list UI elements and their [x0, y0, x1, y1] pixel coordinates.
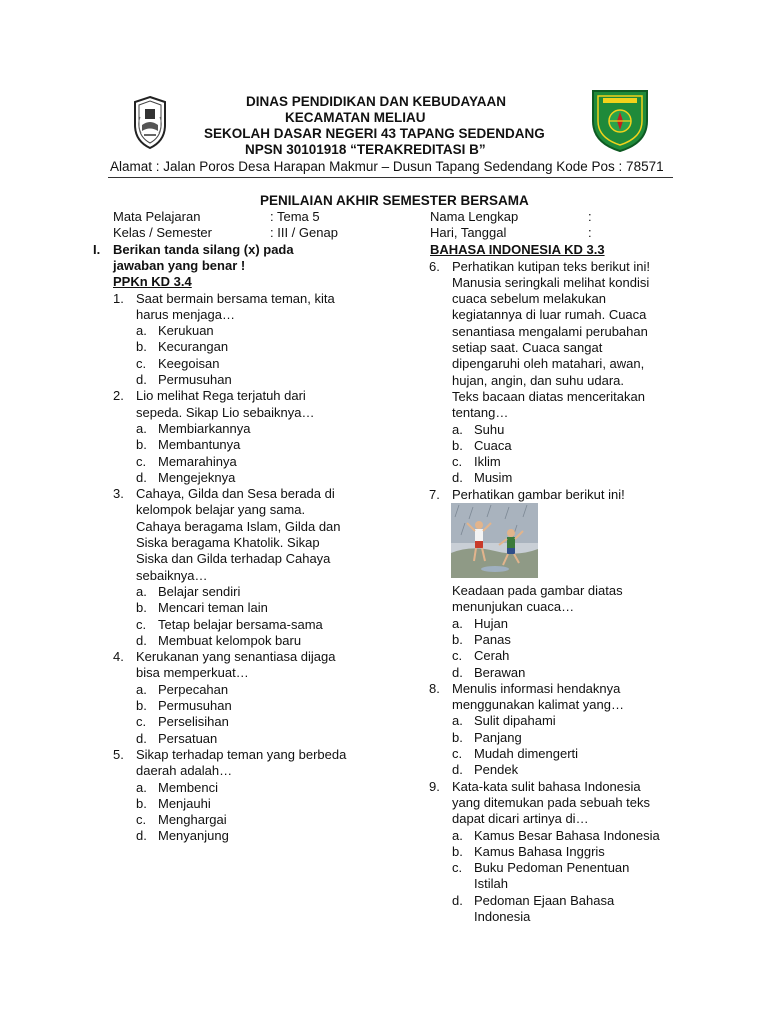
option-text: Kamus Besar Bahasa Indonesia: [474, 827, 660, 843]
question-text: hujan, angin, dan suhu udara.: [452, 372, 625, 388]
question-text: Keadaan pada gambar diatas: [452, 583, 623, 598]
section-numeral: I.: [93, 242, 101, 257]
option-text: Pendek: [474, 762, 519, 778]
option-text: Permusuhan: [158, 698, 232, 713]
option-text: Menjauhi: [158, 795, 211, 811]
option-text: Membenci: [158, 779, 218, 795]
question-text: sebaiknya…: [136, 567, 208, 583]
option-letter: c.: [136, 714, 147, 730]
question-text: setiap saat. Cuaca sangat: [452, 340, 603, 355]
option-text: Keegoisan: [158, 355, 220, 371]
question-text: harus menjaga…: [136, 306, 235, 322]
option-letter: c.: [136, 616, 147, 632]
option-text: Mengejeknya: [158, 469, 236, 485]
option-text: Membuat kelompok baru: [158, 632, 302, 648]
option-letter: d.: [452, 470, 463, 486]
option-text: Suhu: [474, 421, 505, 437]
option-letter: b.: [136, 698, 147, 713]
subject-ppkn: PPKn KD 3.4: [113, 274, 192, 289]
option-text: Memarahinya: [158, 453, 237, 469]
question-number: 3.: [113, 486, 124, 502]
option-letter: a.: [136, 681, 147, 697]
instruction-line-1: Berikan tanda silang (x) pada: [113, 242, 294, 257]
option-text: Kecurangan: [158, 339, 229, 355]
question-text: bisa memperkuat…: [136, 665, 249, 681]
question-number: 2.: [113, 388, 124, 404]
header-district: KECAMATAN MELIAU: [285, 110, 426, 125]
header-npsn: NPSN 30101918 “TERAKREDITASI B”: [245, 142, 486, 157]
hari-value: :: [588, 225, 592, 240]
option-text: Persatuan: [158, 730, 218, 746]
nama-label: Nama Lengkap: [430, 209, 519, 224]
option-letter: a.: [136, 323, 147, 339]
option-text: Musim: [474, 470, 513, 486]
option-text: Pedoman Ejaan Bahasa: [474, 892, 615, 908]
question-text: Kata-kata sulit bahasa Indonesia: [452, 778, 641, 794]
question-text: tentang…: [452, 405, 509, 421]
header-divider: [108, 177, 673, 178]
nama-value: :: [588, 209, 592, 224]
question-text: menunjukan cuaca…: [452, 599, 575, 615]
question-number: 5.: [113, 746, 124, 762]
question-text: Cahaya beragama Islam, Gilda dan: [136, 518, 341, 534]
header-school-name: SEKOLAH DASAR NEGERI 43 TAPANG SEDENDANG: [204, 126, 545, 141]
mapel-label: Mata Pelajaran: [113, 209, 201, 224]
question-number: 8.: [429, 680, 440, 696]
option-text: Belajar sendiri: [158, 583, 241, 599]
option-letter: b.: [136, 339, 147, 355]
option-text: Panas: [474, 631, 511, 647]
question-number: 1.: [113, 290, 124, 306]
question-text: Kerukanan yang senantiasa dijaga: [136, 649, 336, 665]
option-letter: b.: [136, 600, 147, 616]
option-text: Kerukuan: [158, 323, 214, 339]
option-text: Membantunya: [158, 437, 241, 453]
option-letter: a.: [136, 779, 147, 795]
option-letter: b.: [452, 843, 463, 859]
option-text: Buku Pedoman Penentuan: [474, 860, 630, 876]
option-letter: c.: [452, 648, 463, 664]
option-letter: b.: [136, 795, 147, 811]
question-text: senantiasa mengalami perubahan: [452, 323, 648, 339]
option-letter: d.: [136, 469, 147, 485]
option-text: Mudah dimengerti: [474, 746, 579, 761]
option-letter: b.: [452, 437, 463, 453]
question-text: Sikap terhadap teman yang berbeda: [136, 746, 347, 762]
kelas-value: : III / Genap: [270, 225, 338, 240]
option-letter: d.: [136, 372, 147, 387]
option-letter: c.: [452, 746, 463, 761]
question-text: dipengaruhi oleh matahari, awan,: [452, 356, 645, 372]
option-text: Cerah: [474, 648, 510, 664]
question-number: 4.: [113, 649, 124, 665]
option-text: Panjang: [474, 729, 522, 745]
question-text: Perhatikan kutipan teks berikut ini!: [452, 258, 650, 274]
regency-shield-crest-icon: [131, 95, 169, 150]
option-letter: a.: [136, 583, 147, 599]
question-text: Perhatikan gambar berikut ini!: [452, 486, 625, 502]
option-text: Membiarkannya: [158, 420, 251, 436]
option-text: Perselisihan: [158, 714, 229, 730]
children-playing-in-rain-picture: [451, 503, 538, 578]
option-letter: b.: [136, 437, 147, 453]
option-text: Permusuhan: [158, 372, 232, 387]
option-letter: c.: [452, 454, 463, 470]
option-letter: c.: [136, 812, 147, 828]
option-text: Berawan: [474, 664, 526, 680]
question-number: 9.: [429, 778, 440, 794]
question-text: sepeda. Sikap Lio sebaiknya…: [136, 404, 315, 420]
mapel-value: : Tema 5: [270, 209, 320, 224]
question-text: Cahaya, Gilda dan Sesa berada di: [136, 486, 335, 502]
question-text: daerah adalah…: [136, 763, 233, 779]
option-letter: b.: [452, 729, 463, 745]
header-address: Alamat : Jalan Poros Desa Harapan Makmur – Dusun Tapang Sedendang Kode Pos : 78571: [110, 159, 664, 174]
question-text: Lio melihat Rega terjatuh dari: [136, 388, 306, 404]
option-letter: c.: [136, 355, 147, 371]
option-text: Mencari teman lain: [158, 600, 268, 616]
question-text: yang ditemukan pada sebuah teks: [452, 794, 651, 810]
exam-title: PENILAIAN AKHIR SEMESTER BERSAMA: [260, 193, 529, 208]
option-letter: a.: [452, 615, 463, 631]
option-letter: c.: [136, 453, 147, 469]
question-text: kegiatannya di luar rumah. Cuaca: [452, 307, 647, 323]
option-letter: d.: [136, 730, 147, 746]
subject-bahasa-indonesia: BAHASA INDONESIA KD 3.3: [430, 242, 605, 257]
question-text: Manusia seringkali melihat kondisi: [452, 274, 650, 290]
green-shield-emblem-icon: [589, 85, 651, 153]
option-text: Menghargai: [158, 812, 227, 828]
question-text: cuaca sebelum melakukan: [452, 291, 606, 307]
question-text: dapat dicari artinya di…: [452, 811, 589, 827]
option-letter: a.: [452, 421, 463, 437]
option-letter: d.: [452, 892, 463, 908]
option-letter: a.: [452, 713, 463, 729]
option-text: Istilah: [474, 876, 508, 892]
question-text: Menulis informasi hendaknya: [452, 680, 621, 696]
question-text: Siska beragama Khatolik. Sikap: [136, 535, 320, 550]
question-text: Teks bacaan diatas menceritakan: [452, 388, 645, 404]
question-text: Siska dan Gilda terhadap Cahaya: [136, 551, 331, 567]
option-text: Tetap belajar bersama-sama: [158, 616, 323, 632]
option-text: Sulit dipahami: [474, 713, 556, 729]
option-text: Kamus Bahasa Inggris: [474, 843, 605, 859]
option-text: Cuaca: [474, 437, 512, 453]
option-letter: b.: [452, 631, 463, 647]
option-letter: d.: [136, 632, 147, 648]
question-number: 6.: [429, 258, 440, 274]
option-text: Menyanjung: [158, 828, 229, 844]
option-text: Perpecahan: [158, 681, 229, 697]
option-text: Iklim: [474, 454, 501, 470]
option-letter: c.: [452, 860, 463, 876]
instruction-line-2: jawaban yang benar !: [113, 258, 246, 273]
question-text: Saat bermain bersama teman, kita: [136, 290, 335, 306]
header-department: DINAS PENDIDIKAN DAN KEBUDAYAAN: [246, 94, 507, 109]
kelas-label: Kelas / Semester: [113, 225, 212, 240]
option-text: Indonesia: [474, 909, 531, 924]
hari-label: Hari, Tanggal: [430, 225, 507, 240]
question-text: menggunakan kalimat yang…: [452, 697, 624, 713]
question-number: 7.: [429, 486, 440, 502]
option-letter: d.: [136, 828, 147, 844]
question-text: kelompok belajar yang sama.: [136, 502, 306, 518]
option-letter: a.: [136, 420, 147, 436]
option-text: Hujan: [474, 615, 508, 631]
option-letter: d.: [452, 664, 463, 680]
option-letter: d.: [452, 762, 463, 778]
option-letter: a.: [452, 827, 463, 843]
